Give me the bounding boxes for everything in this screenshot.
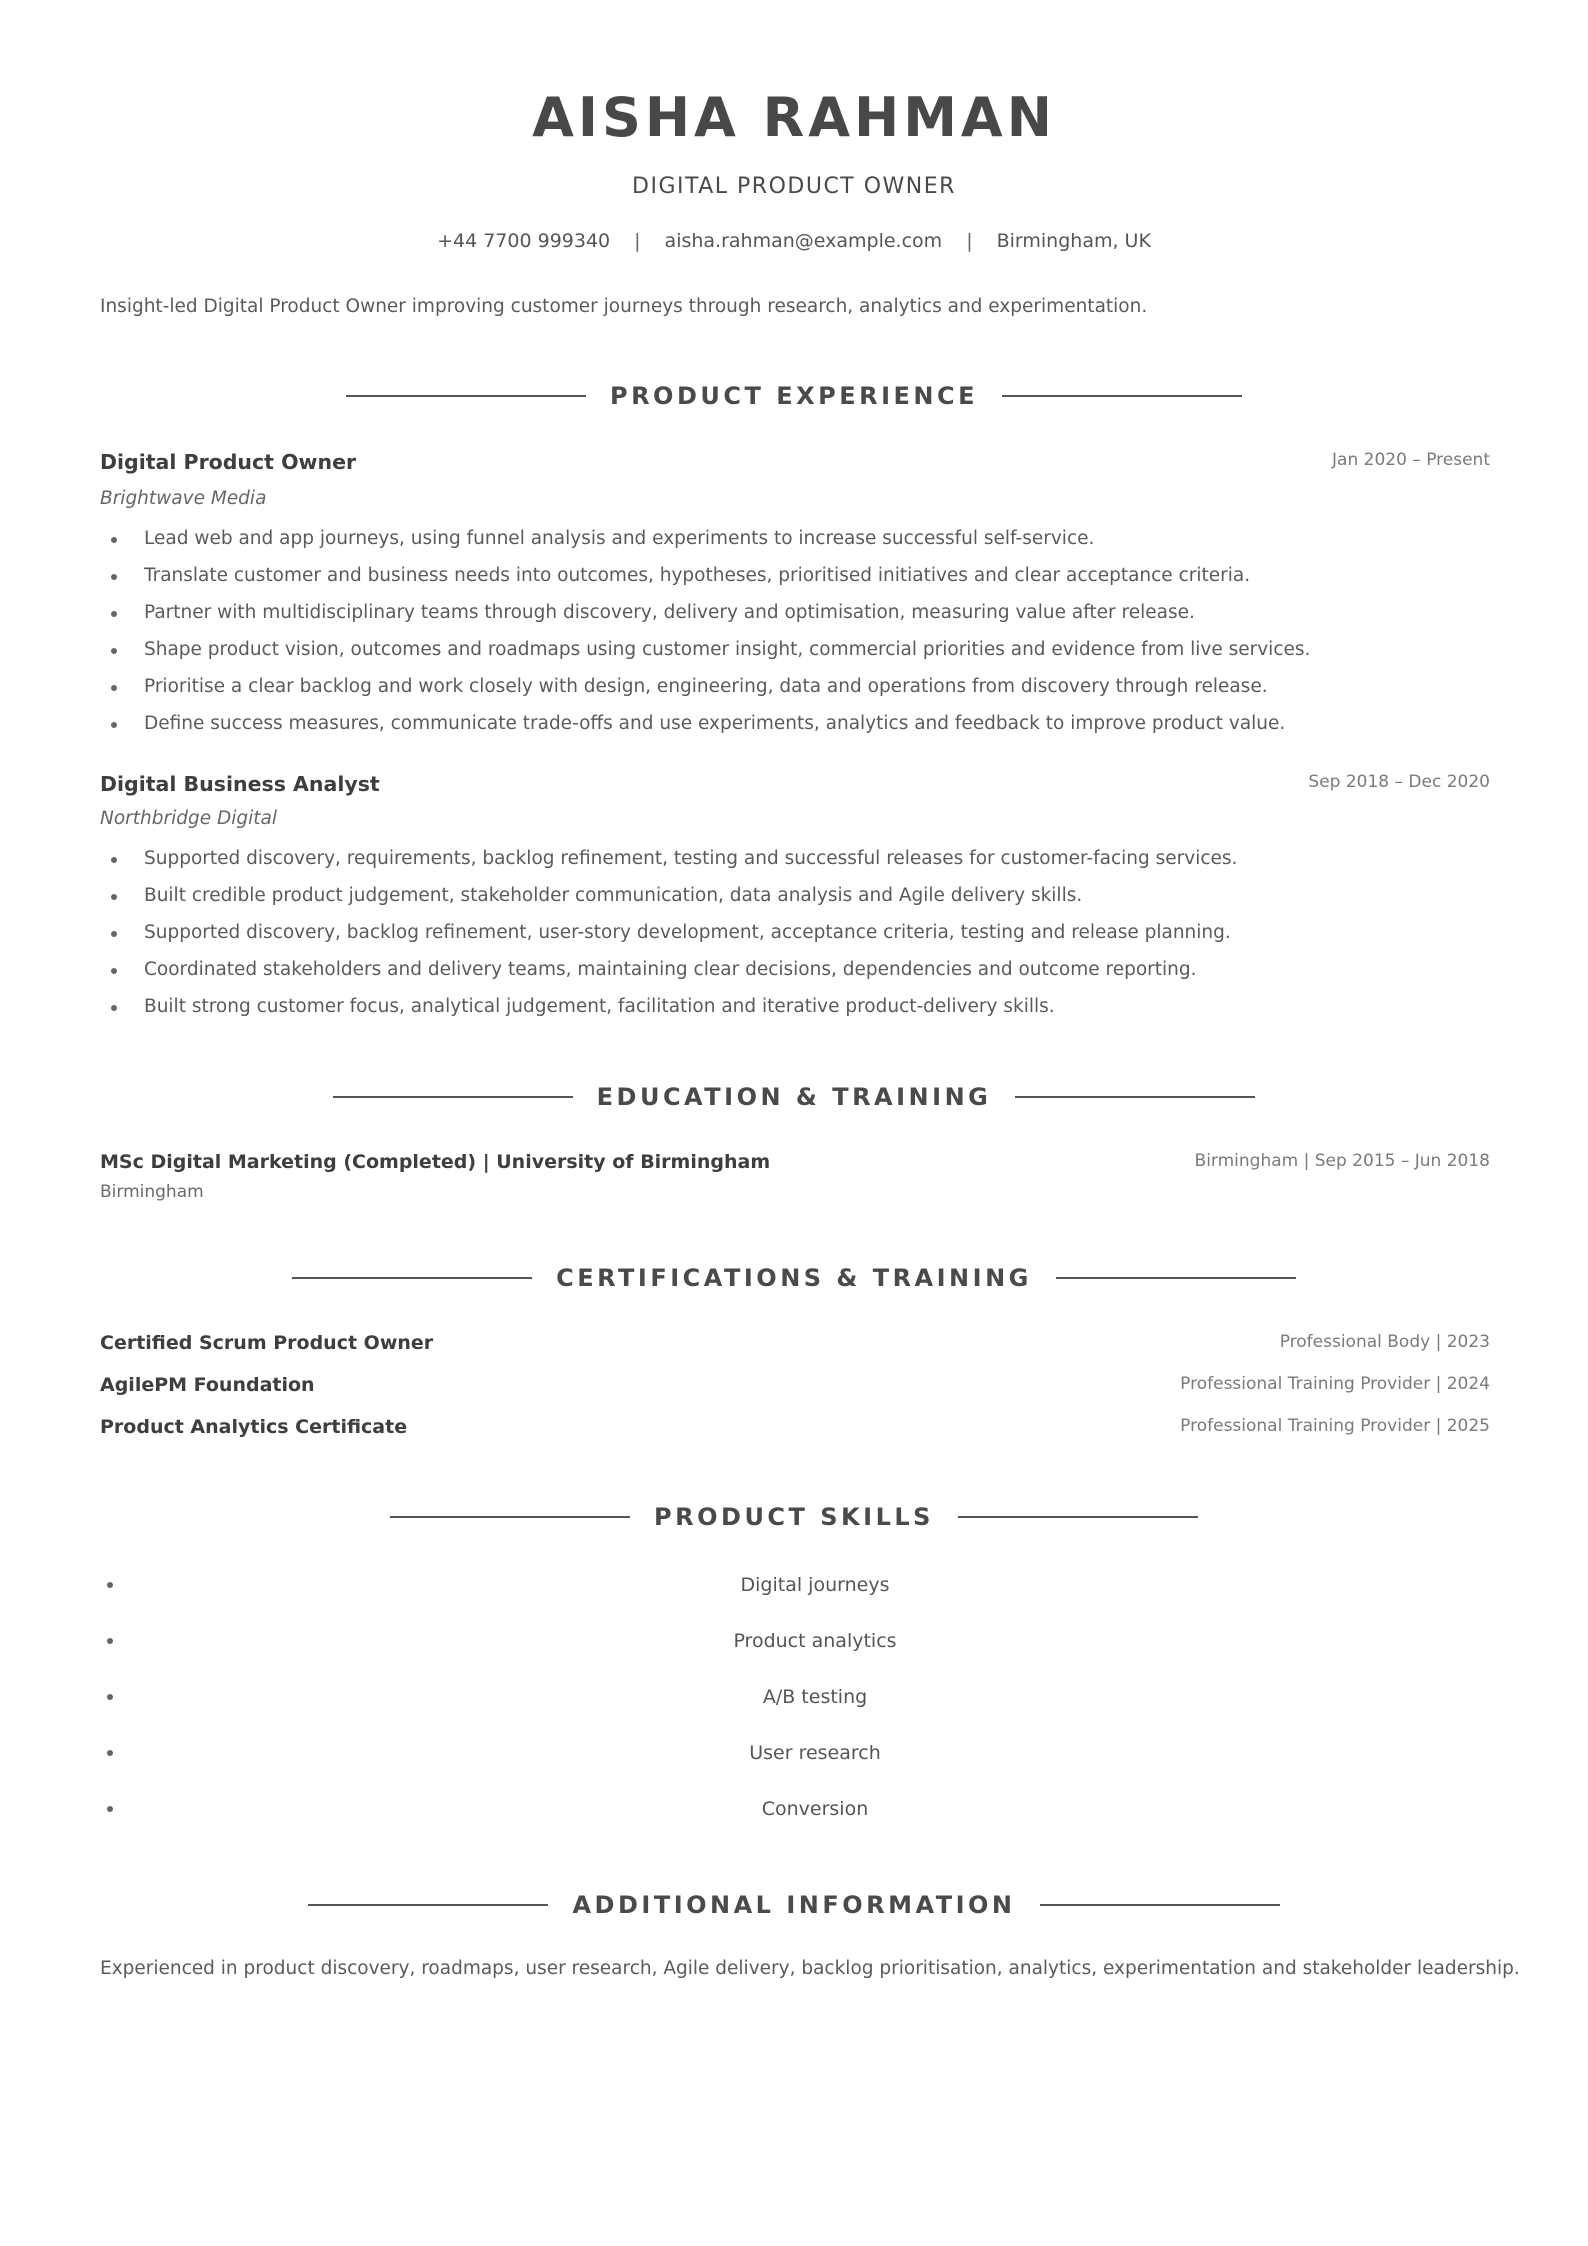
additional-information-text: Experienced in product discovery, roadmaps, user research, Agile delivery, backlog prioritisation, analytics, experimentation and stakeholder leadership. <box>100 1958 1520 1979</box>
job-bullet: Prioritise a clear backlog and work closely with design, engineering, data and operations from discovery through release. <box>100 674 1500 711</box>
education-city: Birmingham <box>100 1182 204 1202</box>
section-heading-education <box>0 1080 1588 1114</box>
contact-separator: | <box>966 230 973 252</box>
job-title: Digital Product Owner <box>100 450 357 474</box>
job-dates: Jan 2020 – Present <box>1332 450 1490 470</box>
section-heading-certifications <box>0 1261 1588 1295</box>
job-bullet-list <box>100 846 1500 1031</box>
candidate-role: DIGITAL PRODUCT OWNER <box>632 174 956 199</box>
heading-rule-right <box>1040 1904 1280 1906</box>
profile-summary: Insight-led Digital Product Owner improving customer journeys through research, analytics and experimentation. <box>100 296 1148 317</box>
heading-rule-left <box>390 1516 630 1518</box>
email-address: aisha.rahman@example.com <box>664 230 943 252</box>
certification-meta: Professional Body | 2023 <box>1279 1332 1490 1352</box>
skill-item: User research <box>100 1739 1530 1795</box>
job-bullet: Supported discovery, requirements, backlog refinement, testing and successful releases for customer-facing services. <box>100 846 1500 883</box>
skills-list <box>100 1571 1530 1851</box>
skill-item: A/B testing <box>100 1683 1530 1739</box>
section-heading-skills <box>0 1500 1588 1534</box>
heading-rule-right <box>1015 1096 1255 1098</box>
certification-name: AgilePM Foundation <box>100 1374 315 1396</box>
section-title: PRODUCT SKILLS <box>654 1503 934 1531</box>
section-title: EDUCATION & TRAINING <box>596 1083 992 1111</box>
job-bullet: Built strong customer focus, analytical judgement, facilitation and iterative product-delivery skills. <box>100 994 1500 1031</box>
skill-item: Digital journeys <box>100 1571 1530 1627</box>
heading-rule-left <box>333 1096 573 1098</box>
section-heading-additional <box>0 1888 1588 1922</box>
location: Birmingham, UK <box>996 230 1151 252</box>
phone-number: +44 7700 999340 <box>437 230 611 252</box>
certification-name: Product Analytics Certificate <box>100 1416 408 1438</box>
section-title: PRODUCT EXPERIENCE <box>609 382 978 410</box>
skill-item: Product analytics <box>100 1627 1530 1683</box>
job-bullet-list <box>100 526 1500 748</box>
heading-rule-left <box>292 1277 532 1279</box>
heading-rule-right <box>1056 1277 1296 1279</box>
heading-rule-right <box>1002 395 1242 397</box>
company-name: Northbridge Digital <box>100 808 277 829</box>
contact-line <box>0 227 1588 255</box>
section-title: ADDITIONAL INFORMATION <box>572 1891 1016 1919</box>
certification-meta: Professional Training Provider | 2025 <box>1180 1416 1490 1436</box>
job-bullet: Define success measures, communicate trade-offs and use experiments, analytics and feedback to improve product value. <box>100 711 1500 748</box>
heading-rule-right <box>958 1516 1198 1518</box>
contact-separator: | <box>634 230 641 252</box>
education-meta: Birmingham | Sep 2015 – Jun 2018 <box>1194 1151 1490 1171</box>
job-title: Digital Business Analyst <box>100 772 380 796</box>
section-heading-experience <box>0 379 1588 413</box>
job-bullet: Translate customer and business needs into outcomes, hypotheses, prioritised initiatives and clear acceptance criteria. <box>100 563 1500 600</box>
education-degree: MSc Digital Marketing (Completed) | University of Birmingham <box>100 1151 771 1173</box>
certification-name: Certified Scrum Product Owner <box>100 1332 434 1354</box>
job-dates: Sep 2018 – Dec 2020 <box>1308 772 1490 792</box>
job-bullet: Shape product vision, outcomes and roadmaps using customer insight, commercial priorities and evidence from live services. <box>100 637 1500 674</box>
job-bullet: Supported discovery, backlog refinement, user-story development, acceptance criteria, testing and release planning. <box>100 920 1500 957</box>
job-bullet: Partner with multidisciplinary teams through discovery, delivery and optimisation, measuring value after release. <box>100 600 1500 637</box>
heading-rule-left <box>346 395 586 397</box>
candidate-name: AISHA RAHMAN <box>532 86 1056 149</box>
certification-meta: Professional Training Provider | 2024 <box>1180 1374 1490 1394</box>
heading-rule-left <box>308 1904 548 1906</box>
job-bullet: Coordinated stakeholders and delivery teams, maintaining clear decisions, dependencies and outcome reporting. <box>100 957 1500 994</box>
job-bullet: Built credible product judgement, stakeholder communication, data analysis and Agile delivery skills. <box>100 883 1500 920</box>
company-name: Brightwave Media <box>100 488 267 509</box>
skill-item: Conversion <box>100 1795 1530 1851</box>
section-title: CERTIFICATIONS & TRAINING <box>556 1264 1032 1292</box>
job-bullet: Lead web and app journeys, using funnel analysis and experiments to increase successful self-service. <box>100 526 1500 563</box>
